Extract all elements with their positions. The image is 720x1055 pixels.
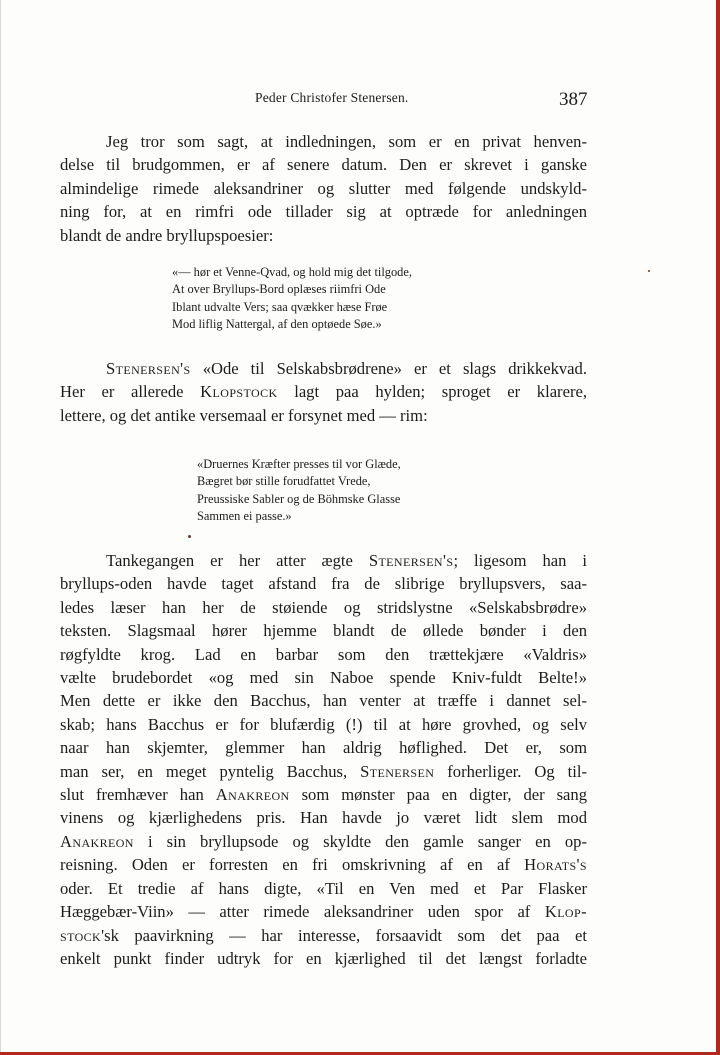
text-line: naar han skjemter, glemmer han aldrig høflighed. Det er, som (60, 738, 587, 758)
scan-border-right (716, 0, 720, 1055)
text-line (60, 549, 587, 572)
text-line: blandt de andre bryllupspoesier: (60, 225, 274, 245)
verse-quote-2 (197, 456, 401, 526)
text-line: Jeg tror som sagt, at indledningen, som er en privat henven- (106, 132, 587, 151)
text-line: Men dette er ikke den Bacchus, han venter at træffe i dannet sel- (60, 691, 587, 711)
text-run: Hæggebær-Viin» — atter rimede aleksandriner uden spor af (60, 902, 531, 922)
text-line: vinens og kjærlighedens pris. Han havde jo været lidt slem mod (60, 808, 587, 828)
text-run: «Ode til Selskabsbrødrene» er et slags drikkekvad. (202, 359, 587, 378)
text-line (60, 357, 587, 380)
author-name: Klopstock (200, 382, 278, 402)
text-line: røgfyldte krog. Lad en barbar som den trættekjære «Valdris» (60, 644, 587, 664)
text-run: reisning. Oden er forresten en fri omskrivning af en af (60, 855, 510, 875)
text-line: lettere, og det antike versemaal er forsynet med — rim: (60, 405, 428, 425)
verse-quote-1 (172, 264, 412, 334)
text-line: delse til brudgommen, er af senere datum. Den er skrevet i ganske (60, 155, 587, 175)
verse-line: Iblant udvalte Vers; saa qvækker hæse Frøe (172, 299, 388, 314)
text-line: almindelige rimede aleksandriner og slutter med følgende undskyld- (60, 178, 587, 198)
ink-speck (188, 535, 191, 538)
text-line (60, 760, 587, 783)
author-name: Stenersen's (106, 359, 191, 378)
ink-speck (648, 270, 650, 272)
text-run: som mønster paa en digter, der sang (301, 785, 588, 805)
text-run: slut fremhæver han (60, 785, 204, 805)
text-line: oder. Et tredie af hans digte, «Til en Ven med et Par Flasker (60, 878, 587, 898)
author-name: Anakreon (215, 785, 290, 805)
text-line: enkelt punkt finder udtryk for en kjærlighed til det længst forladte (60, 948, 587, 968)
paragraph-1 (60, 130, 587, 247)
author-name: Klop- (544, 902, 587, 922)
page-number: 387 (559, 89, 588, 110)
verse-line: Bægret bør stille forudfattet Vrede, (197, 474, 371, 489)
text-run: man ser, en meget pyntelig Bacchus, (60, 761, 348, 781)
text-line: ning for, at en rimfri ode tillader sig at optræde for anledningen (60, 202, 587, 222)
text-line: vælte brudebordet «og med sin Naboe spende Kniv-fuldt Belte!» (60, 668, 587, 688)
text-line: bryllups-oden havde taget afstand fra de slibrige bryllupsvers, saa- (60, 574, 587, 594)
page-edge-left (0, 0, 1, 1055)
text-line (60, 380, 587, 403)
text-run: Tankegangen er her atter ægte (106, 551, 353, 570)
running-title: Peder Christofer Stenersen. (255, 90, 409, 105)
text-run: ; ligesom han i (453, 551, 587, 570)
author-name: Horats's (524, 855, 587, 875)
text-line (60, 783, 587, 806)
verse-line: «— hør et Venne-Qvad, og hold mig det tilgode, (172, 265, 412, 279)
author-name: Anakreon (60, 831, 134, 851)
verse-line: Sammen ei passe.» (197, 509, 292, 524)
text-run: Her er allerede (60, 382, 184, 402)
author-name: stock (60, 925, 102, 945)
verse-line: Mod liflig Nattergal, af den optøede Søe.» (172, 317, 382, 332)
author-name: Stenersen's (368, 551, 454, 570)
text-line (60, 830, 587, 853)
text-line: skab; hans Bacchus er for blufærdig (!) til at høre grovhed, og selv (60, 714, 587, 734)
author-name: Stenersen (360, 761, 435, 781)
text-run: 'sk paavirkning — har interesse, forsaavidt som det paa et (101, 925, 587, 945)
paragraph-3 (60, 549, 587, 970)
verse-line: «Druernes Kræfter presses til vor Glæde, (197, 457, 401, 471)
text-run: i sin bryllupsode og skyldte den gamle sanger en op- (147, 831, 587, 851)
text-run: forherliger. Og til- (447, 761, 587, 781)
text-line: teksten. Slagsmaal hører hjemme blandt de øllede bønder i den (60, 621, 587, 641)
text-line (60, 900, 587, 923)
paragraph-2 (60, 357, 587, 427)
text-run: lagt paa hylden; sproget er klarere, (294, 382, 587, 402)
verse-line: At over Bryllups-Bord oplæses riimfri Ode (172, 282, 386, 297)
text-line (60, 853, 587, 876)
verse-line: Preussiske Sabler og de Böhmske Glasse (197, 491, 401, 506)
text-line: ledes læser han her de støiende og stridslystne «Selskabsbrødre» (60, 597, 587, 617)
text-line (60, 924, 587, 947)
